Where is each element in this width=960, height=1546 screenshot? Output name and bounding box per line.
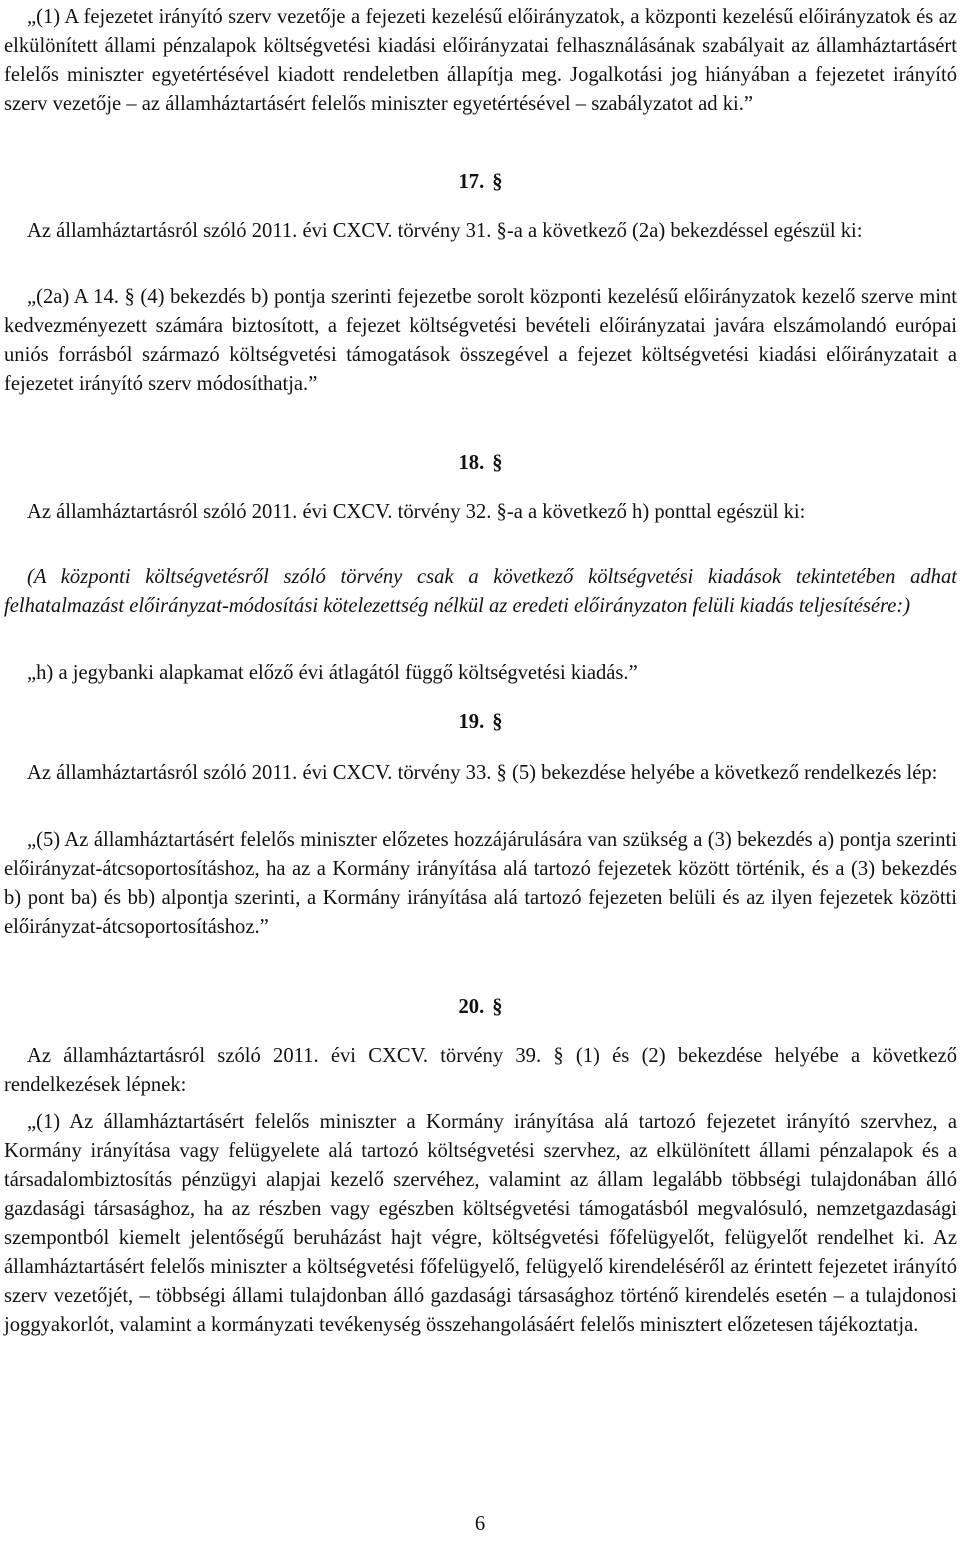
section-19-intro: Az államháztartásról szóló 2011. évi CXCV. törvény 33. § (5) bekezdése helyébe a következő rendelkezés lép: [27,762,938,784]
section-sign-17: § [492,171,503,193]
section-18-text: „h) a jegybanki alapkamat előző évi átlagától függő költségvetési kiadás.” [27,662,638,684]
section-20-number: 20. [458,996,485,1018]
section-20-text: „(1) Az államháztartásért felelős miniszter a Kormány irányítása alá tartozó fejezetet irányító szervhez, a Kormány irányítása vagy felügyelete alá tartozó költségvetési szervhez, az elkülönített állami pénzalapok és a társadalombiztosítás pénzügyi alapjai kezelő szervéhez, valamint az állam legalább többségi tulajdonában álló gazdasági társasághoz, ha az részben vagy egészben költségvetési támogatásból megvalósuló, nemzetgazdasági szempontból kiemelt jelentőségű beruházást hajt végre, költségvetési főfelügyelőt, felügyelőt rendelhet ki. Az államháztartásért felelős miniszter a költségvetési főfelügyelő, felügyelő kirendeléséről az érintett fejezetet irányító szerv vezetőjét, – többségi állami tulajdonban álló gazdasági társasághoz történő kirendelés esetén – a tulajdonosi joggyakorlót, valamint a kormányzati tevékenység összehangolásáért felelős minisztert előzetesen tájékoztatja. [4,1111,957,1336]
section-18-heading [4,449,957,478]
section-20-intro: Az államháztartásról szóló 2011. évi CXCV. törvény 39. § (1) és (2) bekezdése helyébe a következő rendelkezések lépnek: [4,1045,957,1096]
section-17-intro: Az államháztartásról szóló 2011. évi CXCV. törvény 31. §-a a következő (2a) bekezdéssel egészül ki: [27,220,863,242]
section-17-text: „(2a) A 14. § (4) bekezdés b) pontja szerinti fejezetbe sorolt központi kezelésű előirányzatok kezelő szerve mint kedvezményezett számára biztosított, a fejezet költségvetési bevételi előirányzatai javára elszámolandó európai uniós forrásból származó költségvetési támogatások összegével a fejezet költségvetési kiadási előirányzatait a fejezetet irányító szerv módosíthatja.” [4,286,957,395]
section-19-text: „(5) Az államháztartásért felelős miniszter előzetes hozzájárulására van szükség a (3) bekezdés a) pontja szerinti előirányzat-átcsoportosításhoz, ha az a Kormány irányítása alá tartozó fejezetek között történik, és a (3) bekezdés b) pont ba) és bb) alpontja szerinti, a Kormány irányítása alá tartozó fejezeten belüli és az ilyen fejezetek közötti előirányzat-átcsoportosításhoz.” [4,829,957,938]
section-18-intro: Az államháztartásról szóló 2011. évi CXCV. törvény 32. §-a a következő h) ponttal egészül ki: [27,501,806,523]
paragraph-amendment-16-text: „(1) A fejezetet irányító szerv vezetője a fejezeti kezelésű előirányzatok, a központi kezelésű előirányzatok és az elkülönített állami pénzalapok költségvetési kiadási előirányzatai felhasználásának szabályait az államháztartásért felelős miniszter egyetértésével kiadott rendeletben állapítja meg. Jogalkotási jog hiányában a fejezetet irányító szerv vezetője – az államháztartásért felelős miniszter egyetértésével – szabályzatot ad ki.” [4,6,957,115]
section-18-context-italic: (A központi költségvetésről szóló törvény csak a következő költségvetési kiadások tekintetében adhat felhatalmazást előirányzat-módosítási kötelezettség nélkül az eredeti előirányzaton felüli kiadás teljesítésére:) [4,566,957,617]
section-17-heading [4,168,957,197]
section-sign-19: § [492,711,503,733]
section-sign-20: § [492,996,503,1018]
section-18-number: 18. [458,452,485,474]
section-sign-18: § [492,452,503,474]
page-number: 6 [474,1513,486,1535]
section-19-heading [4,708,957,737]
section-19-number: 19. [458,711,485,733]
section-20-heading [4,993,957,1022]
section-17-number: 17. [458,171,485,193]
